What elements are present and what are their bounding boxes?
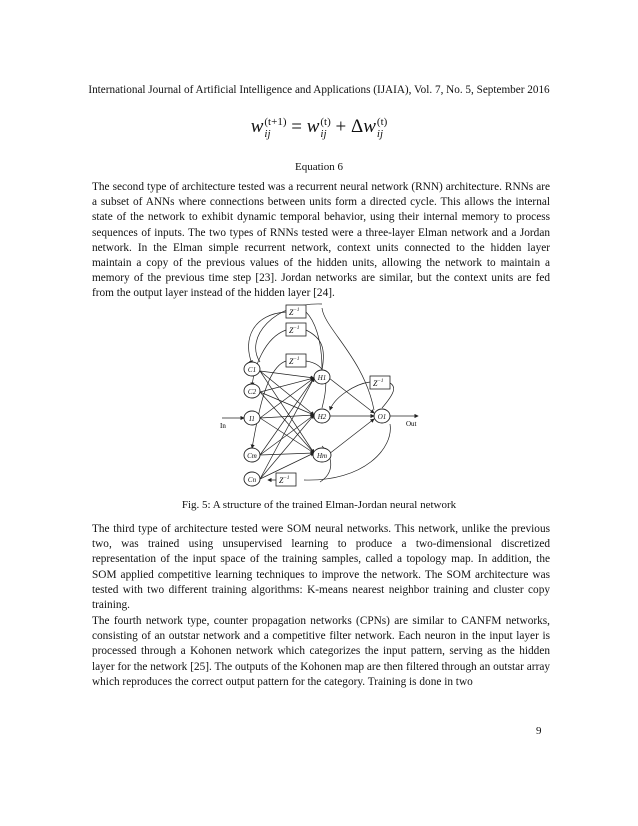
delay-label-2: $Z^{-1}$ bbox=[289, 326, 300, 335]
paragraph-cpn: The fourth network type, counter propagation networks (CPNs) are similar to CANFM networks, consisting of an outstar network and a competitive filter network. Each neuron in the input layer is processed through a Kohonen network which categorizes the input pattern, serving as the hidden layer for the network [25]. The outputs of the Kohonen map are then filtered through an outstar array which reproduces the correct output pattern for the category. Training is done in two bbox=[92, 615, 550, 688]
eq-lhs: w(t+1) ij bbox=[250, 116, 287, 140]
running-header: International Journal of Artificial Intelligence and Applications (IJAIA), Vol. 7, No. 5, September 2016 bbox=[88, 84, 550, 96]
label-o1: O1 bbox=[377, 413, 387, 421]
label-i1: I1 bbox=[249, 415, 255, 423]
elman-jordan-diagram bbox=[214, 298, 428, 492]
delay-label-1: $Z^{-1}$ bbox=[289, 308, 300, 317]
delay-label-5: $Z^{-1}$ bbox=[279, 476, 290, 485]
equation-6 bbox=[0, 116, 638, 140]
paragraph-rnn: The second type of architecture tested was a recurrent neural network (RNN) architecture. RNNs are a subset of ANNs where connections between units form a directed cycle. This allows the internal state of the network to exhibit dynamic temporal behavior, using their internal memory to process sequences of inputs. The two types of RNNs tested were a three-layer Elman network and a Jordan network. In the Elman simple recurrent network, context units connected to the hidden layer maintain a copy of the previous values of the hidden units, allowing the network to maintain a memory of the previous time step [23]. Jordan networks are similar, but the context units are fed from the output layer instead of the hidden layer [24]. bbox=[92, 181, 550, 300]
label-hm: Hm bbox=[316, 452, 328, 460]
eq-rhs1: w(t) ij bbox=[306, 116, 331, 140]
eq-plus: + bbox=[335, 116, 347, 138]
input-label: In bbox=[220, 422, 226, 430]
label-c1: C1 bbox=[247, 366, 257, 374]
delay-label-4: $Z^{-1}$ bbox=[373, 379, 384, 388]
label-h1: H1 bbox=[317, 374, 327, 382]
eq-equals: = bbox=[291, 116, 302, 138]
label-c2: C2 bbox=[247, 388, 257, 396]
label-cm: Cm bbox=[247, 452, 257, 460]
label-cn: Cn bbox=[247, 476, 257, 484]
output-label: Out bbox=[406, 420, 417, 428]
delay-units bbox=[276, 305, 390, 486]
delay-label-3: $Z^{-1}$ bbox=[289, 357, 300, 366]
equation-label: Equation 6 bbox=[295, 161, 343, 173]
eq-rhs2: Δw(t) ij bbox=[351, 116, 388, 140]
network-svg bbox=[214, 298, 428, 492]
paragraph-som: The third type of architecture tested were SOM neural networks. This network, unlike the previous two, was trained using unsupervised learning to produce a two-dimensional discretized representation of the input space of the training samples, called a topology map. In addition, the SOM applied competitive learning techniques to improve the network. The SOM architecture was tested with two different training algorithms: K-means nearest neighbor training and cluster copy training. bbox=[92, 523, 550, 612]
figure-caption: Fig. 5: A structure of the trained Elman-Jordan neural network bbox=[181, 499, 457, 511]
page-number: 9 bbox=[536, 725, 542, 737]
label-h2: H2 bbox=[317, 413, 327, 421]
